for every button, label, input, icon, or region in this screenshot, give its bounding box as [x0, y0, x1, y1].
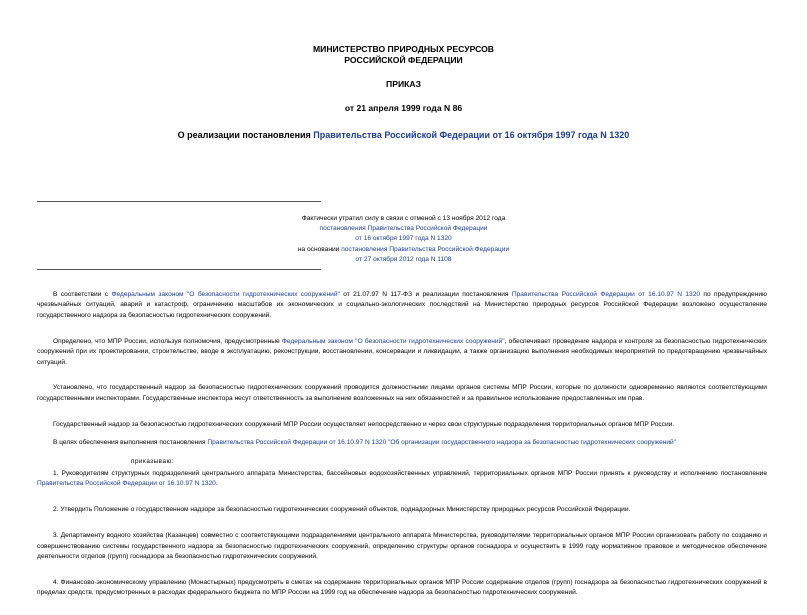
p1-text-a: В соответствии с	[53, 291, 112, 298]
note-line-4-prefix: на основании	[297, 245, 342, 253]
p1-law-link[interactable]: Федеральным законом "О безопасности гидротехнических сооружений"	[111, 291, 340, 298]
note-line-1: Фактически утратил силу в связи с отменой с 13 ноября 2012 года	[301, 215, 506, 222]
document-type: ПРИКАЗ	[386, 79, 421, 89]
order-word: приказываю:	[131, 457, 174, 465]
p1-text-c: по предупреждению чрезвычайных ситуаций, аварий и катастроф, ограничению масштабов их экономических и социально-экологических последствий на Министерство природных ресурсов Российской Федерации возложено осуществление государственного надзора за безопасностью гидротехнических сооружений.	[37, 291, 767, 319]
item-4: 4. Финансово-экономическому управлению (Монастырных) предусмотреть в сметах на содержание территориальных органов МПР России содержание отделов (групп) госнадзора за безопасностью гидротехнических сооружений в пределах средств, предусмотренных в расходах федерального бюджета по МПР России на 1999 год на обеспечение надзора за безопасностью гидротехнических сооружений.	[37, 578, 767, 597]
note-link-resolution[interactable]: постановления Правительства Российской Федерации	[319, 225, 488, 233]
bottom-divider	[37, 269, 321, 270]
paragraph-1	[37, 290, 767, 321]
p2-text-a: Определено, что МПР России, используя полномочия, предусмотренные	[53, 337, 282, 345]
document-title	[0, 130, 807, 140]
ministry-name	[0, 44, 807, 66]
document-page	[0, 44, 807, 615]
item1-text-a: 1. Руководителям структурных подразделений центрального аппарата Министерства, бассейновых водохозяйственных управлений, территориальных органов МПР России принять к руководству и исполнению постановление	[53, 469, 767, 477]
note-link-basis[interactable]: постановления Правительства Российской Федерации	[341, 245, 510, 253]
paragraph-2	[37, 337, 767, 368]
paragraph-5	[37, 438, 767, 448]
paragraph-4: Государственный надзор за безопасностью гидротехнических сооружений МПР России осуществляет непосредственно и через свои структурные подразделения территориальных органов МПР России.	[53, 420, 675, 428]
p2-text-b: , обеспечивает проведение надзора и контроля за безопасностью гидротехнических сооружений при их проектировании, строительстве, вводе в эксплуатацию, реконструкции, восстановлении, консервации и ликвидации, а также организацию выполнения необходимых мероприятий по предотвращению чрезвычайных ситуаций.	[37, 337, 767, 366]
p5-text-a: В целях обеспечения выполнения постановления	[53, 439, 208, 447]
title-link[interactable]: Правительства Российской Федерации от 16 октября 1997 года N 1320	[313, 130, 630, 140]
item-1	[37, 469, 767, 490]
ministry-line-1: МИНИСТЕРСТВО ПРИРОДНЫХ РЕСУРСОВ	[313, 44, 494, 54]
p1-resolution-link[interactable]: Правительства Российской Федерации от 16.10.97 N 1320	[511, 291, 701, 298]
document-body	[37, 290, 767, 614]
note-link-date[interactable]: от 16 октября 1997 года N 1320	[355, 235, 452, 243]
ministry-line-2: РОССИЙСКОЙ ФЕДЕРАЦИИ	[344, 55, 463, 65]
p5-resolution-link[interactable]: Правительства Российской Федерации от 16.10.97 N 1320 "Об организации государственного надзора за безопасностью гидротехнических сооружений"	[207, 439, 677, 447]
paragraph-3: Установлено, что государственный надзор за безопасностью гидротехнических сооружений проводится должностными лицами органов системы МПР России, которые по должности одновременно являются соответствующими государственными инспекторами. Государственные инспектора несут ответственность за выполнение возложенных на них обязанностей и за правильное использование предоставленных им прав.	[37, 384, 767, 402]
title-prefix: О реализации постановления	[177, 130, 314, 140]
status-note	[0, 214, 807, 265]
item1-text-b: .	[215, 480, 218, 488]
top-divider	[37, 201, 321, 202]
document-date: от 21 апреля 1999 года N 86	[344, 103, 463, 113]
item1-resolution-link[interactable]: Правительства Российской Федерации от 16.10.97 N 1320	[37, 480, 216, 488]
item-3: 3. Департаменту водного хозяйства (Казанцев) совместно с соответствующими подразделениями центрального аппарата Министерства, руководителями территориальных органов МПР России организовать работу по созданию и совершенствованию системы государственного надзора за безопасностью гидротехнических сооружений, определению структуры органов госнадзора и осуществить в 1999 году нормативное правовое и методическое обеспечение деятельности отделов (групп) госнадзора за безопасностью гидротехнических сооружений.	[37, 532, 767, 560]
p1-text-b: от 21.07.97 N 117-ФЗ и реализации постановления	[339, 291, 512, 298]
note-link-basis-date[interactable]: от 27 октября 2012 года N 1108	[355, 255, 452, 263]
p2-law-link[interactable]: Федеральным законом "О безопасности гидротехнических сооружений"	[281, 337, 505, 345]
item-2: 2. Утвердить Положение о государственном надзоре за безопасностью гидротехнических сооружений объектов, поднадзорных Министерству природных ресурсов Российской Федерации.	[53, 506, 631, 514]
